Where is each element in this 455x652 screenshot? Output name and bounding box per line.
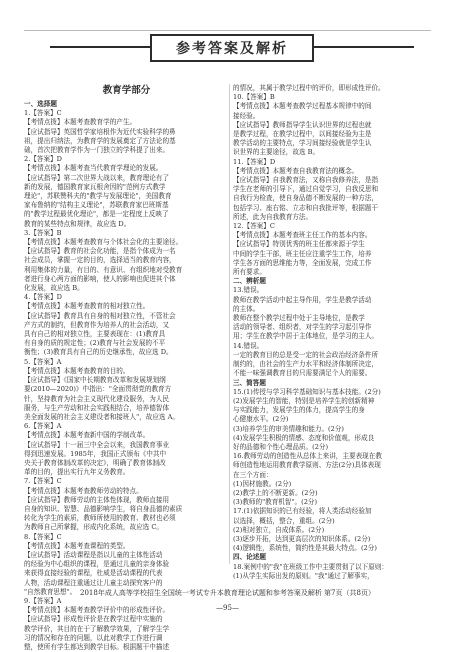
text-line: 【应试指导】十一届三中全会以来，我国教育事业 — [24, 440, 170, 449]
text-line: 【应试指导】《国家中长期教育改革和发展规划纲 — [24, 376, 166, 385]
text-line: 四、论述题 — [233, 553, 266, 562]
text-line: 为教师自己所掌握，形成内化系统，故应选 C。 — [24, 523, 164, 532]
top-rule — [24, 30, 431, 31]
page-number: —95— — [216, 604, 239, 612]
text-line: 【考情点拨】本题考查课程的类型。 — [24, 541, 130, 550]
text-line: 接经验。 — [233, 111, 260, 120]
text-line: 9.【答案】A — [24, 596, 62, 605]
text-line: 学生在老师的引导下，通过自觉学习，自我反思和 — [233, 185, 379, 194]
text-line: 16.教师劳动的创造性从总体上来讲，主要表现在教 — [233, 452, 382, 461]
text-line: 心健康水平。(2分) — [233, 415, 289, 424]
text-line: 教育的某些特点和规律，故应选 D。 — [24, 219, 131, 228]
text-line: 17.(1)依据知识的已有经验，将人类活动经验加 — [233, 507, 372, 516]
text-line: 来获得直接经验的课程，杜威是活动课程的代表 — [24, 569, 163, 578]
text-line: 识世界的主要途径，故选 B。 — [233, 148, 320, 157]
text-line: 【考情点拨】本题考查班主任工作的基本内容。 — [233, 231, 372, 240]
right-text-lines — [233, 84, 438, 581]
text-line: 【应试指导】教育的社会化功能，是指个体成为一名 — [24, 247, 176, 256]
text-line: 中间的学生干部，班主任应注重学生工作，培养 — [233, 249, 372, 258]
text-line: 12.【答案】C — [233, 222, 275, 231]
text-line: 础，首次把教育学作为一门独立的学科提了出来。 — [24, 146, 170, 155]
text-line: 【应试指导】英国哲学家培根作为近代实验科学的鼻 — [24, 127, 176, 136]
text-line: 13.错误。 — [233, 286, 264, 295]
text-line: 有自身的质的规定性；(2)教育与社会发展的不平 — [24, 339, 166, 348]
text-line: 教学评价，其目的在于了解教学效果，了解学生学 — [24, 624, 170, 633]
section-title: 教育学部分 — [102, 85, 151, 96]
text-line: 教师在教学活动中起主导作用，学生是教学活动 — [233, 295, 372, 304]
text-line: (3)培养学生的审美情趣和能力。(2分) — [233, 424, 344, 433]
left-text-lines — [24, 100, 229, 652]
text-line: 师创造性地运用教育教学原则、方法(2分)具体表现 — [233, 461, 381, 470]
text-line: 活动的领导者、组织者，对学生的学习起引导作 — [233, 323, 372, 332]
text-line: 人物，活动课程注重通过让儿童主动探究客户的 — [24, 578, 163, 587]
text-line: 整，使所有学生都达到教学目标。根据题干中描述 — [24, 642, 170, 651]
text-line: (4)逻辑性，系统性，简约性是其最大特点。(2分) — [233, 544, 377, 553]
text-line: 新的发展，德国教育家瓦根舍因的"范例方式教学 — [24, 182, 166, 191]
text-line: 具有自己的相对独立性，主要表现在：(1)教育具 — [24, 330, 166, 339]
text-line: 教学活动的主要特点，学习间接经验就是学生认 — [233, 139, 372, 148]
text-line: 得到迅速发展。1985年，我国正式颁布《中共中 — [24, 449, 167, 458]
text-line: (4)发展学生积极的情感、态度和价值观，形成良 — [233, 433, 375, 442]
text-line: 所述，此为自我教育方法。 — [233, 212, 313, 221]
text-line: 一定的教育目的总是受一定的社会政治经济条件所 — [233, 350, 379, 359]
text-line: 不能一味强调教育目的只需要满足个人的需要。 — [233, 369, 372, 378]
text-line: 【考情点拨】本题考查教育与个体社会化的主要途径。 — [24, 238, 183, 247]
text-line: (1)从学生实际出发的原则。"我"通过了解事实， — [233, 571, 374, 580]
text-line: 10.【答案】B — [233, 93, 275, 102]
text-line: 18.案例中的"我"在班级工作中主要贯彻了以下原则： — [233, 562, 389, 571]
text-line: 家布鲁纳的"结构主义理论"，苏联教育家巴班斯基 — [24, 201, 169, 210]
text-line: 要(2010—2020)》中指出："全面贯彻党的教育方 — [24, 385, 172, 394]
text-line: 在三个方面： — [233, 470, 273, 479]
text-line: 教师在整个教学过程中处于主导地位，是教学 — [233, 314, 365, 323]
text-line: 利用集体的力量，有目的、有意识、有组织地对受教育 — [24, 265, 183, 274]
text-line: 的情况，其属于教学过程中的评价，即形成性评价。 — [233, 84, 385, 92]
text-line: 6.【答案】A — [24, 422, 62, 431]
text-line: 用；学生在教学中居于主体地位，是学习的主人。 — [233, 332, 379, 341]
text-line: 【考情点拨】本题考查教育学的产生。 — [24, 118, 137, 127]
text-line: 的主体。 — [233, 304, 260, 313]
text-line: 学生各方面的思维能力等，全面发展，完成工作 — [233, 258, 372, 267]
text-line: 8.【答案】C — [24, 532, 62, 541]
text-line: 【考情点拨】本题考查教育的相对独立性。 — [24, 302, 150, 311]
text-line: 转化为学生的素质，教师所使用的教育、教材也必须 — [24, 514, 176, 523]
text-line: 【考情点拨】本题考查教学评价中的形成性评价。 — [24, 606, 170, 615]
text-line: 【应试指导】形成性评价是在教学过程中实施的 — [24, 615, 163, 624]
text-line: 好的品德和个性心理品质。(2分) — [233, 442, 329, 451]
text-line: 包括学习、座右铭、立志和自我批评等，根据题干 — [233, 203, 379, 212]
text-line: 自我行为检查，使自身品德不断发展的一种方法， — [233, 194, 379, 203]
text-line: 者进行身心两方面的影响，使人的影响也促进其个体 — [24, 274, 176, 283]
text-line: 央关于教育体制改革的决定》，明确了教育体制改 — [24, 458, 166, 467]
text-line: 美全面发展的社会主义建设者和接班人"，故应选 A。 — [24, 412, 179, 421]
text-line: 【应试指导】教师劳动的主体性体现，教师直接用 — [24, 495, 170, 504]
text-line: 【应试指导】教师指导学生认识世界的过程也就 — [233, 120, 372, 129]
text-line: 祖，提出归纳法，为教育学的发展奠定了方法论的基 — [24, 136, 176, 145]
text-line: 革的目的，提出实行九年义务教育。 — [24, 468, 130, 477]
text-line: (2)相对独立，自成体系。(2分) — [233, 525, 325, 534]
text-line: 的经验为中心组织的课程，是通过儿童的亲身体验 — [24, 560, 170, 569]
text-line: 是教学过程，在教学过程中，以间接经验为主是 — [233, 130, 372, 139]
text-line: 11.【答案】D — [233, 157, 276, 166]
text-line: 针，坚持教育为社会主义现代化建设服务，为人民 — [24, 394, 170, 403]
text-line: 的"教学过程最优化理论"，都是一定程度上反映了 — [24, 210, 169, 219]
text-line: 与实践能力，发展学生的体力，提高学生的身 — [233, 406, 365, 415]
text-line: 二、辨析题 — [233, 277, 266, 286]
text-line: 三、简答题 — [233, 378, 266, 387]
text-line: 服务，与生产劳动和社会实践相结合，培养德智体 — [24, 403, 170, 412]
page-footer: 2018年成人高等学校招生全国统一考试专升本教育理论试题和参考答案及解析 第7页（共8页） — [80, 589, 375, 597]
text-line: 自身的知识、智慧、品德影响学生，将自身品德的素质 — [24, 504, 183, 513]
text-line: (3)逐步开拓，达到更高层次的知识体系。(2分) — [233, 534, 371, 543]
answer-banner: 参考答案及解析 — [150, 34, 314, 62]
text-line: 1.【答案】C — [24, 109, 62, 118]
text-line: (2)发展学生的智能，特别是培养学生的创新精神 — [233, 396, 375, 405]
text-line: 【应试指导】第二次世界大战以来，教育理论有了 — [24, 173, 170, 182]
text-line: 【考情点拨】本题考查新中国的学制改革。 — [24, 431, 150, 440]
text-line: 5.【答案】A — [24, 357, 62, 366]
text-line: 以选择，概括，整合，重组。(2分) — [233, 516, 335, 525]
text-line: "自然教育思想"。 — [24, 587, 77, 596]
text-line: 【考情点拨】本题考查教育的目的。 — [24, 366, 130, 375]
column-divider — [229, 84, 230, 564]
text-line: 【考情点拨】本题考查教学过程基本规律中的间 — [233, 102, 372, 111]
text-line: 【应试指导】自我教育法，又称自我修养法，是指 — [233, 176, 379, 185]
text-line: (1)因材施教。(2分) — [233, 479, 292, 488]
text-line: 3.【答案】B — [24, 228, 62, 237]
text-line: 2.【答案】D — [24, 155, 62, 164]
text-line: 【考情点拨】本题考查教师劳动的特点。 — [24, 486, 143, 495]
text-line: 理论"，苏联赞科夫的"教学与发展理论"，美国教育 — [24, 192, 172, 201]
text-line: 14.错误。 — [233, 341, 264, 350]
text-line: 产方式的制约，但教育作为培养人的社会活动，又 — [24, 320, 170, 329]
text-line: 所有要求。 — [233, 268, 266, 277]
text-line: 【应试指导】特别优秀的班主任都来源于学生 — [233, 240, 365, 249]
right-column — [233, 84, 438, 580]
text-line: 制约的，由社会的生产力水平和经济体制所决定， — [233, 360, 379, 369]
text-line: 【应试指导】活动课程是指以儿童的主体性活动 — [24, 550, 163, 559]
text-line: (3)教师的"教育机智"。(2分) — [233, 498, 318, 507]
text-line: 【考情点拨】本题考查自我教育法的概念。 — [233, 166, 359, 175]
text-line: 社会成员，掌握一定的目的，选择适当的教育内容， — [24, 256, 176, 265]
text-line: 衡性；(3)教育具有自己的历史继承性，故应选 D。 — [24, 348, 173, 357]
text-line: 习的情况和存在的问题，以此对教学工作进行调 — [24, 633, 163, 642]
text-line: 7.【答案】C — [24, 477, 62, 486]
text-line: 【应试指导】教育具有自身的相对独立性，不管社会 — [24, 311, 176, 320]
text-line: 【考情点拨】本题考查当代教育学理论的发展。 — [24, 164, 163, 173]
text-line: (2)教学上的不断更新。(2分) — [233, 488, 318, 497]
text-line: 4.【答案】D — [24, 293, 62, 302]
text-line: 15.(1)传授与学习科学基础知识与基本技能。(2分) — [233, 387, 381, 396]
text-line: 化发展，故应选 B。 — [24, 284, 84, 293]
text-line: 一、选择题 — [24, 100, 57, 108]
